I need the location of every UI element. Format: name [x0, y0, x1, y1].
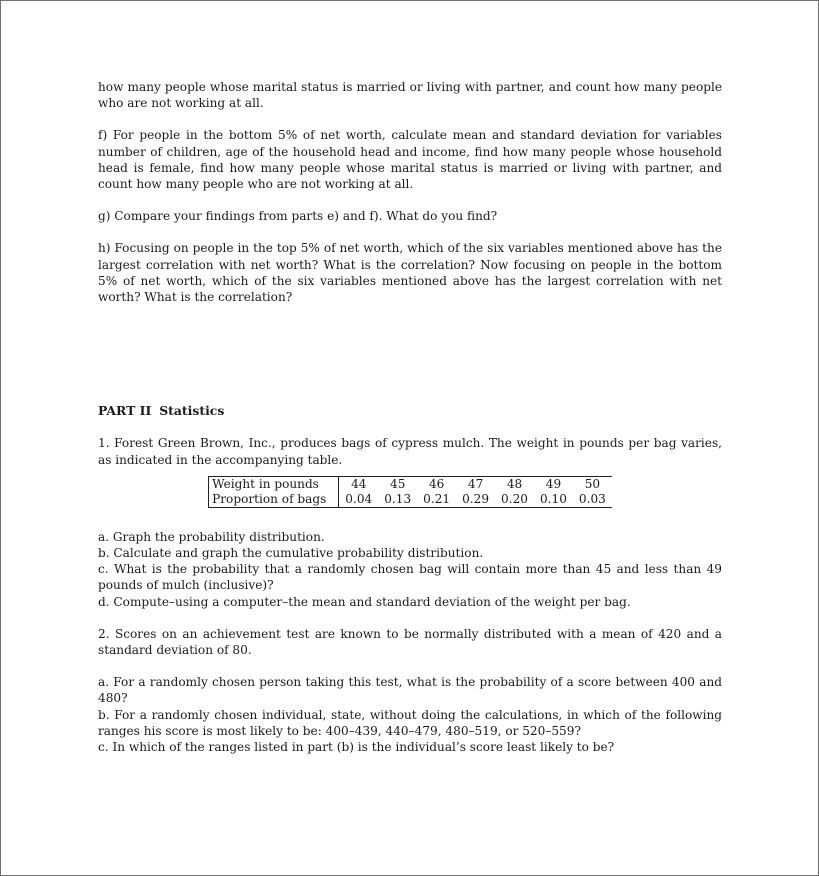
table-cell-proportion: 0.03: [573, 492, 612, 508]
table-cell-weight: 46: [417, 476, 456, 492]
part1-e-continuation: how many people whose marital status is married or living with partner, and count how many people who are not working at all.: [98, 80, 722, 111]
table-cell-weight: 50: [573, 476, 612, 492]
part2-heading: [98, 403, 722, 419]
table-cell-proportion: 0.10: [534, 492, 573, 508]
question-2-item-c: c. In which of the ranges listed in part (b) is the individual’s score least likely to be?: [98, 740, 615, 755]
part2-heading-label: PART II: [98, 403, 152, 419]
part1-question-h: h) Focusing on people in the top 5% of net worth, which of the six variables mentioned above has the largest correlation with net worth? What is the correlation? Now focusing on people in the bottom 5% of net worth, which of the six variables mentioned above has the largest correlation with net worth? What is the correlation?: [98, 241, 722, 305]
part1-question-g: g) Compare your findings from parts e) and f). What do you find?: [98, 209, 498, 224]
question-1-intro: 1. Forest Green Brown, Inc., produces bags of cypress mulch. The weight in pounds per bag varies, as indicated in the accompanying table.: [98, 436, 722, 467]
table-cell-weight: 45: [378, 476, 417, 492]
table-row-weights: [209, 476, 612, 492]
table-cell-proportion: 0.04: [339, 492, 378, 508]
question-1-item-c: c. What is the probability that a randomly chosen bag will contain more than 45 and less than 49 pounds of mulch (inclusive)?: [98, 562, 722, 593]
question-2-item-a: a. For a randomly chosen person taking this test, what is the probability of a score between 400 and 480?: [98, 675, 722, 706]
table-cell-weight: 47: [456, 476, 495, 492]
table-cell-weight: 49: [534, 476, 573, 492]
table-cell-proportion: 0.20: [495, 492, 534, 508]
document-body: [98, 79, 722, 755]
question-1-item-d: d. Compute–using a computer–the mean and standard deviation of the weight per bag.: [98, 594, 631, 609]
table-row-label: Weight in pounds: [209, 476, 339, 492]
question-2-intro: 2. Scores on an achievement test are known to be normally distributed with a mean of 420 and a standard deviation of 80.: [98, 626, 722, 658]
table-row-proportions: [209, 492, 612, 508]
part1-question-f: f) For people in the bottom 5% of net worth, calculate mean and standard deviation for variables number of children, age of the household head and income, find how many people whose household head is female, find how many people whose marital status is married or living with partner, and count how many people who are not working at all.: [98, 128, 722, 192]
question-2-item-b: b. For a randomly chosen individual, state, without doing the calculations, in which of the following ranges his score is most likely to be: 400–439, 440–479, 480–519, or 520–559?: [98, 707, 722, 738]
table-cell-weight: 44: [339, 476, 378, 492]
part2-heading-subtitle: Statistics: [159, 403, 225, 419]
table-cell-weight: 48: [495, 476, 534, 492]
question-1-item-a: a. Graph the probability distribution.: [98, 529, 325, 544]
table-cell-proportion: 0.21: [417, 492, 456, 508]
weight-distribution-table: [208, 476, 612, 508]
table-row-label: Proportion of bags: [209, 492, 339, 508]
question-1-item-b: b. Calculate and graph the cumulative probability distribution.: [98, 546, 484, 561]
table-cell-proportion: 0.13: [378, 492, 417, 508]
table-cell-proportion: 0.29: [456, 492, 495, 508]
